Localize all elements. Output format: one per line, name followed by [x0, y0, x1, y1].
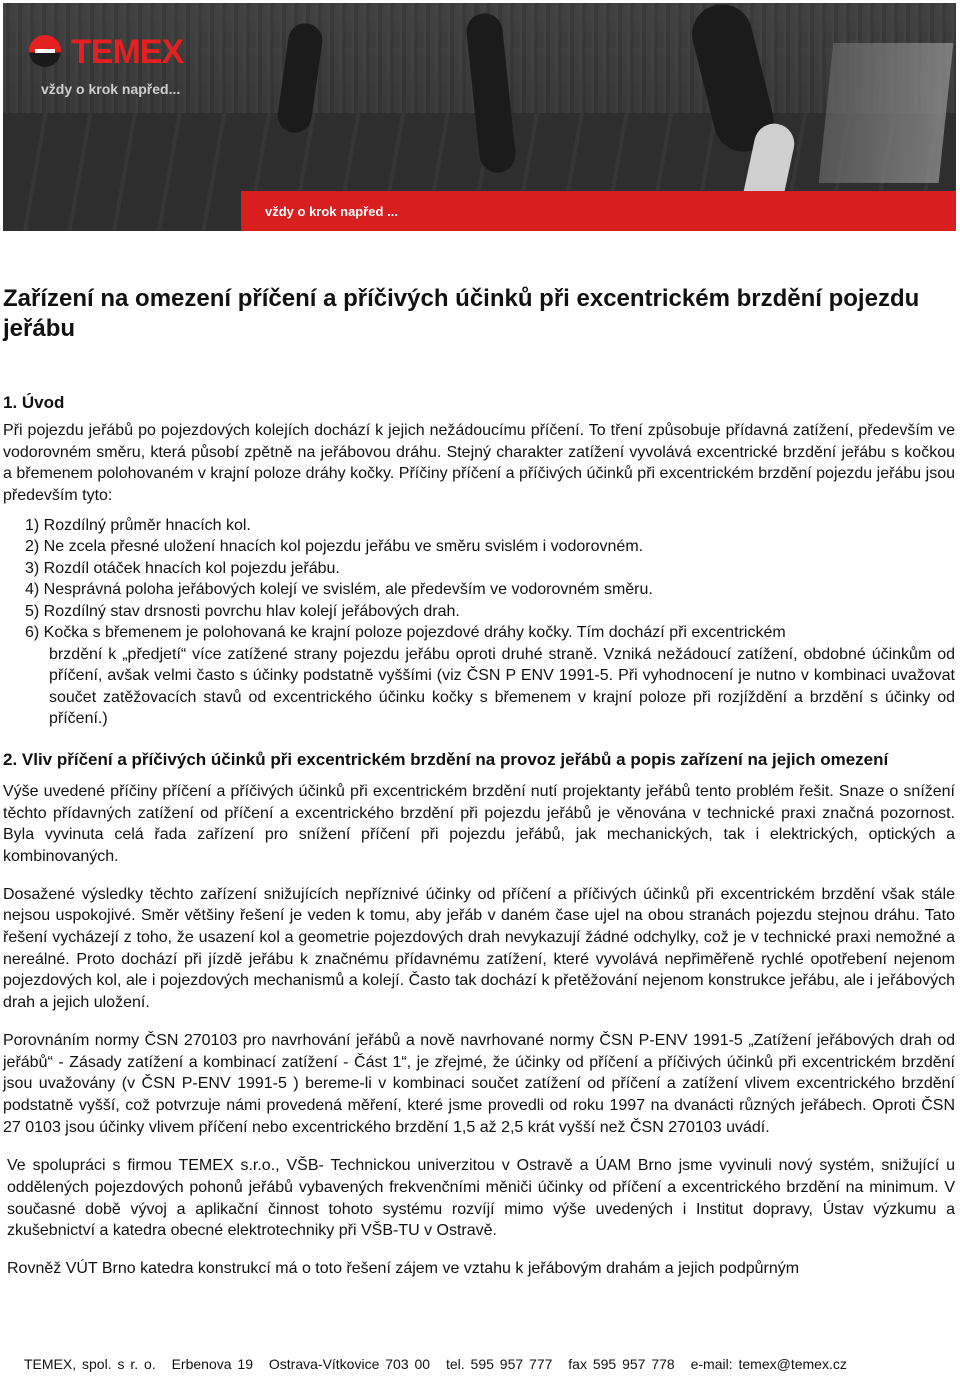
page-title: Zařízení na omezení příčení a příčivých účinků při excentrickém brzdění pojezdu jeřábu — [3, 285, 920, 342]
slogan-bar — [241, 191, 956, 231]
list-item: 2) Ne zcela přesné uložení hnacích kol pojezdu jeřábu ve směru svislém i vodorovném. — [25, 538, 644, 556]
section2-heading: 2. Vliv příčení a příčivých účinků při excentrickém brzdění na provoz jeřábů a popis zařízení na jejich omezení — [3, 749, 889, 769]
temex-logo-mark-icon — [29, 35, 61, 67]
slogan-text: vždy o krok napřed ... — [265, 204, 398, 219]
logo-word: TEMEX — [71, 33, 184, 71]
section2-paragraph: Ve spolupráci s firmou TEMEX s.r.o., VŠB- Technickou univerzitou v Ostravě a ÚAM Brno jsme vyvinuli nový systém, snižující u oddělených pojezdových pohonů jeřábů vybavených frekvenčními měniči účinky od příčení a excentrického brzdění na minimum. V současné době vývoj a aplikační činnost tohoto systému rozvíjí mimo výše uvedených i Institut dopravy, Ústav výzkumu a zkušebnictví a katedra obecné elektrotechniky při VŠB-TU v Ostravě. — [7, 1157, 955, 1240]
footer-city: Ostrava-Vítkovice 703 00 — [268, 1356, 431, 1372]
list-item — [25, 622, 955, 730]
section2-paragraph: Rovněž VÚT Brno katedra konstrukcí má o toto řešení zájem ve vztahu k jeřábovým drahám a jejich podpůrným — [7, 1260, 800, 1278]
header-banner — [3, 3, 956, 231]
footer-company: TEMEX, spol. s r. o. — [24, 1356, 156, 1372]
section2-paragraph: Výše uvedené příčiny příčení a příčivých účinků při excentrickém brzdění nutí projektanty jeřábů tento problém řešit. Snaze o snížení těchto přídavných zatížení od příčení a excentrického brzdění při pojezdu jeřábů je věnována v technické praxi značná pozornost. Byla vyvinuta celá řada zařízení pro snížení příčení při pojezdu jeřábů, jak mechanických, tak i elektrických, optických a kombinovaných. — [3, 782, 955, 865]
causes-list — [25, 515, 955, 730]
section1-heading: 1. Úvod — [3, 393, 65, 412]
page-footer — [24, 1356, 857, 1372]
section1-intro: Při pojezdu jeřábů po pojezdových kolejích dochází k jejich nežádoucímu příčení. To tření způsobuje přídavná zatížení, především ve vodorovném směru, která působí zpětně na jeřábovou dráhu. Stejný charakter zatížení vyvolává excentrické brzdění jeřábu s kočkou a břemenem polohovaném v krajní poloze dráhy kočky. Příčiny příčení a příčivých účinků při excentrickém brzdění pojezdu jeřábu jsou především tyto: — [3, 422, 955, 505]
footer-street: Erbenova 19 — [171, 1356, 253, 1372]
section2-paragraph: Porovnáním normy ČSN 270103 pro navrhování jeřábů a nově navrhované normy ČSN P-ENV 1991-5 „Zatížení jeřábových drah od jeřábů“ - Zásady zatížení a kombinací zatížení - Část 1“, je zřejmé, že účinky od příčení a příčivých účinků při excentrickém brzdění jsou uvažovány (v ČSN P-ENV 1991-5 ) bereme-li v kombinaci součet zatížení od příčení a zatížení vlivem excentrického brzdění podstatně vyšší, což potvrzuje námi provedená měření, které jsme provedli od roku 1997 na dvanácti různých jeřábech. Oproti ČSN 27 0103 jsou účinky vlivem příčení nebo excentrického brzdění 1,5 až 2,5 krát vyšší než ČSN 270103 uvádí. — [3, 1031, 955, 1136]
footer-email: e-mail: temex@temex.cz — [690, 1356, 847, 1372]
section2-paragraph: Dosažené výsledky těchto zařízení snižujících nepříznivé účinky od příčení a příčivých účinků při excentrickém brzdění však stále nejsou uspokojivé. Směr většiny řešení je veden k tomu, aby jeřáb v daném čase ujel na obou stranách pojezdu stejnou dráhu. Tato řešení vycházejí z toho, že usazení kol a geometrie pojezdových drah nevykazují žádné odchylky, což je v technické praxi nemožné a nereálné. Proto dochází při jízdě jeřábu k značnému přídavnému zatížení, které vyvolává nepřiměřeně rychlé opotřebení nejenom pojezdových kol, ale i pojezdových mechanismů a kolejí. Často tak dochází k přetěžování nejenom konstrukce jeřábu, ale i jeřábových drah a jejich uložení. — [3, 885, 955, 1012]
list-item: 4) Nesprávná poloha jeřábových kolejí ve svislém, ale především ve vodorovném směru. — [25, 581, 653, 599]
footer-phone: tel. 595 957 777 — [445, 1356, 553, 1372]
list-item: 5) Rozdílný stav drsnosti povrchu hlav kolejí jeřábových drah. — [25, 602, 460, 620]
temex-logo — [29, 31, 219, 101]
logo-tagline: vždy o krok napřed... — [41, 81, 181, 97]
cause6-first-line: 6) Kočka s břemenem je polohovaná ke krajní poloze pojezdové dráhy kočky. Tím dochází při excentrickém — [25, 624, 786, 642]
banner-advert-board — [819, 43, 954, 183]
list-item: 1) Rozdílný průměr hnacích kol. — [25, 516, 251, 534]
footer-fax: fax 595 957 778 — [568, 1356, 675, 1372]
list-item: 3) Rozdíl otáček hnacích kol pojezdu jeřábu. — [25, 559, 340, 577]
document-body — [3, 284, 955, 1280]
cause6-continuation: brzdění k „předjetí“ více zatížené strany pojezdu jeřábu oproti druhé straně. Vzniká nežádoucí zatížení, obdobné účinkům od příčení, avšak velmi často s účinky podstatně vyššími (viz ČSN P ENV 1991-5. Při vyhodnocení je nutno v kombinaci uvažovat součet zatěžovacích stavů od excentrického účinku kočky s břemenem v krajní poloze při rozjíždění a brzdění s účinky od příčení.) — [49, 645, 955, 728]
